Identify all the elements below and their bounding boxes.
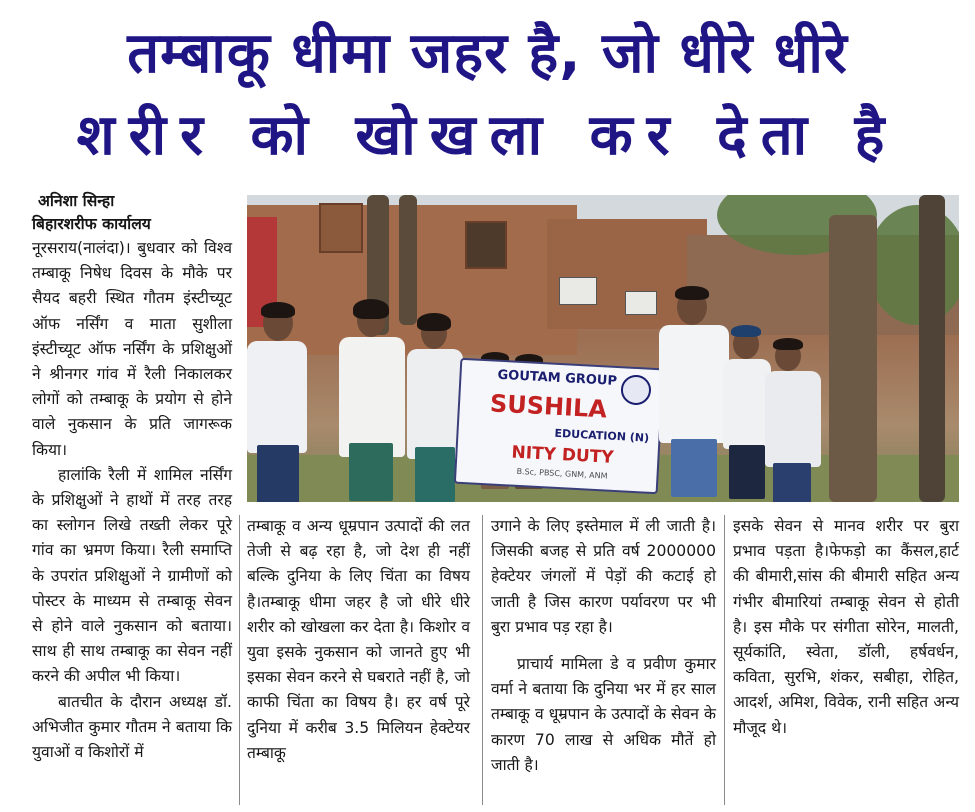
- photo-tree-trunk: [829, 215, 877, 502]
- banner-text: B.Sc, PBSC, GNM, ANM: [516, 466, 608, 481]
- article-paragraph: हालांकि रैली में शामिल नर्सिंग के प्रशिक्षुओं ने हाथों में तरह तरह का स्लोगन लिखे तख्ती लेकर पूरे गांव का भ्रमण किया। रैली समाप्ति के उपरांत प्रशिक्षुओं ने ग्रामीणों को पोस्टर के माध्यम से तम्बाकू सेवन से होने वाले नुकसान को बताया। साथ ही साथ तम्बाकू का सेवन नहीं करने की अपील भी किया।: [32, 465, 232, 686]
- article-paragraph: उगाने के लिए इस्तेमाल में ली जाती है। जिसकी बजह से प्रति वर्ष 2000000 हेक्टेयर जंगलों में पेड़ों की कटाई हो जाती है जिस कारण पर्यावरण पर भी बुरा प्रभाव पड़ रहा है।: [491, 517, 716, 636]
- photo-foliage: [867, 205, 959, 325]
- byline-author: अनिशा सिन्हा: [38, 192, 115, 210]
- banner-text: SUSHILA: [489, 389, 608, 424]
- protest-placard: [559, 277, 597, 305]
- article-paragraph: तम्बाकू व अन्य धूम्रपान उत्पादों की लत तेजी से बढ़ रहा है, जो देश ही नहीं बल्कि दुनिया के लिए चिंता का विषय है।तम्बाकू धीमा जहर है जो धीरे धीरे शरीर को खोखला कर देता है। किशोर व युवा इसके नुकसान को जानते हुए भी इसका सेवन करने से घबराते नहीं है, जो काफी चिंता का विषय है। हर वर्ष पूरे दुनिया में करीब 3.5 मिलियन हेक्टेयर तम्बाकू: [247, 517, 470, 762]
- headline-line-2: शरीर को खोखला कर देता है: [76, 103, 899, 168]
- photo-tree-trunk: [919, 195, 945, 502]
- banner-text: GOUTAM GROUP: [497, 367, 618, 389]
- rally-photo: [247, 195, 959, 502]
- photo-window: [319, 203, 363, 253]
- column-divider: [724, 515, 725, 805]
- photo-tree-trunk: [399, 195, 417, 325]
- banner-logo-icon: [620, 374, 652, 406]
- article-column-1: [32, 190, 232, 765]
- article-paragraph: इसके सेवन से मानव शरीर पर बुरा प्रभाव पड़ता है।फेफड़ो का कैंसल,हार्ट की बीमारी,सांस की बीमारी सहित अन्य गंभीर बीमारियां तम्बाकू सेवन से होती है। इस मौके पर संगीता सोरेन, मालती, सूर्यकांति, स्वेता, डॉली, हर्षवर्धन, कविता, सुरभि, शंकर, सबीहा, रोहित, आदर्श, अमिश, विवेक, रानी सहित अन्य मौजूद थे।: [733, 517, 959, 737]
- photo-window: [465, 221, 507, 269]
- banner-text: EDUCATION (N): [554, 426, 650, 445]
- article-paragraph: प्राचार्य मामिला डे व प्रवीण कुमार वर्मा ने बताया कि दुनिया भर में हर साल तम्बाकू व धूम्रपान के उत्पादों के सेवन के कारण 70 लाख से अधिक मौतें हो जाती है।: [491, 655, 716, 774]
- banner-text: NITY DUTY: [511, 442, 615, 468]
- column-divider: [482, 515, 483, 805]
- protest-placard: [625, 291, 657, 315]
- article-column-2: [247, 514, 470, 766]
- article-paragraph: नूरसराय(नालंदा)। बुधवार को विश्व तम्बाकू निषेध दिवस के मौके पर सैयद बहरी स्थित गौतम इंस्टीच्यूट ऑफ नर्सिंग व माता सुशीला इंस्टीच्यूट ऑफ नर्सिंग के प्रशिक्षुओं ने श्रीनगर गांव में रैली निकालकर लोगों को तम्बाकू के प्रयोग से होने वाले नुकसान के प्रति जागरूक किया।: [32, 239, 232, 459]
- column-divider: [239, 515, 240, 805]
- byline-office: बिहारशरीफ कार्यालय: [32, 215, 151, 233]
- article-column-4: [733, 514, 959, 741]
- rally-banner: [454, 358, 664, 495]
- headline-line-1: तम्बाकू धीमा जहर है, जो धीरे धीरे: [127, 21, 848, 86]
- article-paragraph: बातचीत के दौरान अध्यक्ष डॉ. अभिजीत कुमार गौतम ने बताया कि युवाओं व किशोरों में: [32, 692, 232, 762]
- article-column-3: [491, 514, 716, 778]
